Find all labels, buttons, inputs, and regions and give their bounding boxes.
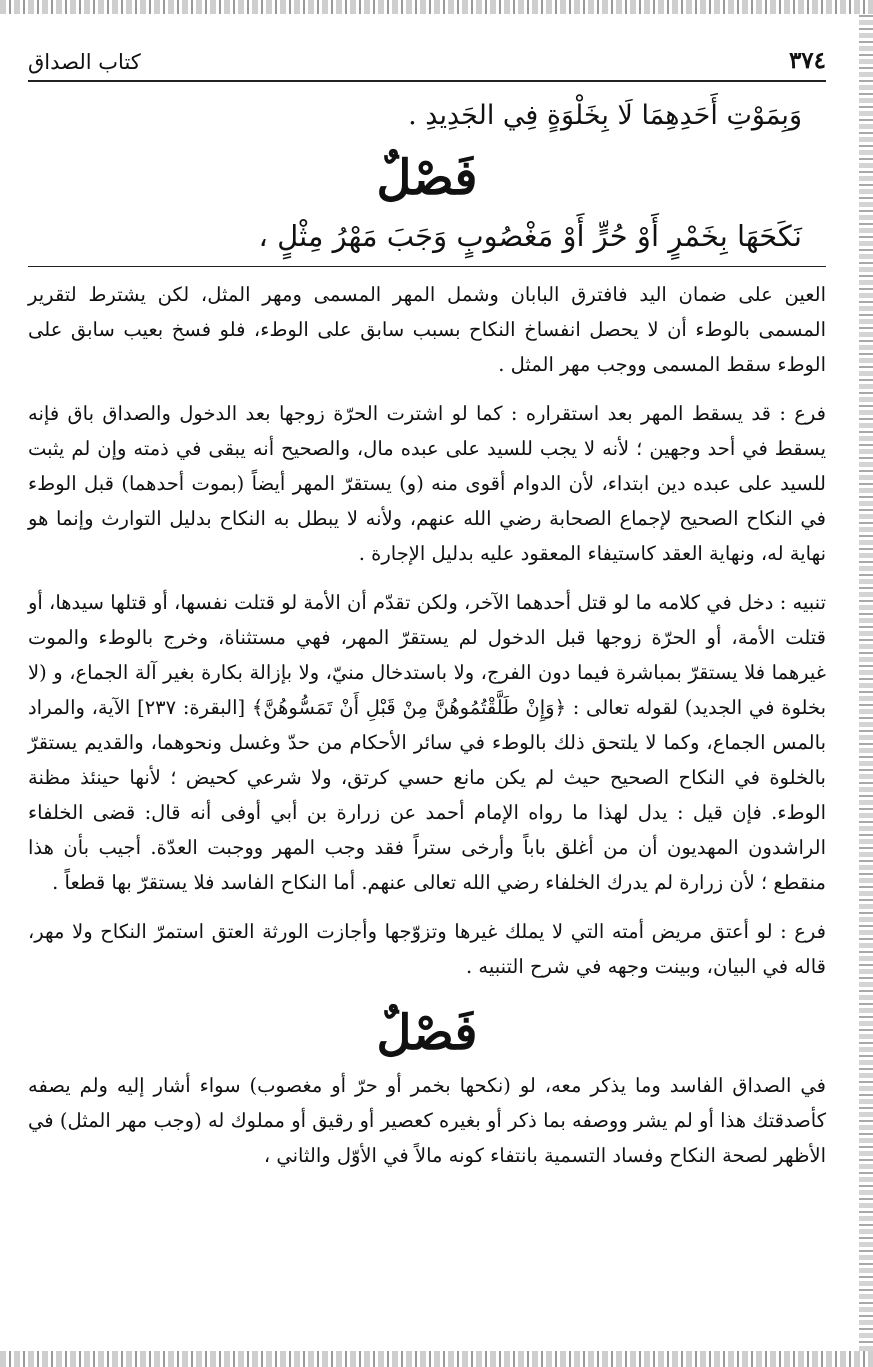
book-title: كتاب الصداق bbox=[28, 50, 141, 74]
paragraph-tanbih: تنبيه : دخل في كلامه ما لو قتل أحدهما الآخر، ولكن تقدّم أن الأمة لو قتلت نفسها، أو قتلها سيدها، أو قتلت الأمة، أو الحرّة زوجها قبل الدخول لم يستقرّ المهر، فهي مستثناة، وخرج بالوطء والموت غيرهما فلا يستقرّ بمباشرة فيما دون الفرج، ولا باستدخال منيّ، ولا بإزالة بكارة بغير آلة الجماع، و (لا بخلوة في الجديد) لقوله تعالى : ﴿وَإِنْ طَلَّقْتُمُوهُنَّ مِنْ قَبْلِ أَنْ تَمَسُّوهُنَّ﴾ [البقرة: ٢٣٧] الآية، والمراد بالمس الجماع، وكما لا يلتحق ذلك بالوطء في سائر الأحكام من حدّ وغسل ونحوهما، والقديم يستقرّ بالخلوة في النكاح الصحيح حيث لم يكن مانع حسي كرتق، ولا شرعي كحيض ؛ لأنها حينئذ مظنة الوطء. فإن قيل : يدل لهذا ما رواه الإمام أحمد عن زرارة بن أبي أوفى أنه قال: قضى الخلفاء الراشدون المهديون أن من أغلق باباً وأرخى ستراً فقد وجب المهر ووجبت العدّة. أجيب بأن هذا منقطع ؛ لأن زرارة لم يدرك الخلفاء رضي الله تعالى عنهم. أما النكاح الفاسد فلا يستقرّ بها قطعاً . bbox=[28, 591, 826, 894]
divider-rule bbox=[28, 266, 826, 267]
page-number: ٣٧٤ bbox=[788, 47, 826, 74]
paragraph-far-1: فرع : قد يسقط المهر بعد استقراره : كما لو اشترت الحرّة زوجها بعد الدخول والصداق باق فإنه يسقط في أحد وجهين ؛ لأنه لا يجب للسيد على عبده مال، والصحيح أنه يبقى في ذمته وإن لم يثبت للسيد على عبده دين ابتداء، لأن الدوام أقوى منه (و) يستقرّ المهر أيضاً (بموت أحدهما) قبل الوطء في النكاح الصحيح لإجماع الصحابة رضي الله عنهم، ولأنه لا يبطل به النكاح بدليل التوارث وإنما هو نهاية له، ونهاية العقد كاستيفاء المعقود عليه بدليل الإجارة . bbox=[28, 402, 826, 565]
running-header bbox=[28, 40, 826, 82]
paragraph-far-2: فرع : لو أعتق مريض أمته التي لا يملك غيرها وتزوّجها وأجازت الورثة العتق استمرّ النكاح ولا مهر، قاله في البيان، وبينت وجهه في شرح التنبيه . bbox=[28, 920, 826, 978]
matn-text: نَكَحَهَا بِخَمْرٍ أَوْ حُرٍّ أَوْ مَغْصُوبٍ وَجَبَ مَهْرُ مِثْلٍ ، bbox=[258, 219, 802, 253]
decorative-border-bottom bbox=[0, 1351, 873, 1367]
section-heading-2: فَصْلٌ bbox=[376, 1005, 478, 1061]
paragraph: العين على ضمان اليد فافترق البابان وشمل المهر المسمى ومهر المثل، لكن يشترط لتقرير المسمى بالوطء أن لا يحصل انفساخ النكاح بسبب سابق على الوطء، فلو فسخ بعيب سابق على الوطء سقط المسمى ووجب مهر المثل . bbox=[28, 283, 826, 376]
page-content bbox=[28, 40, 826, 1187]
decorative-border-top bbox=[0, 0, 873, 14]
matn-continuation: وَبِمَوْتِ أَحَدِهِمَا لَا بِخَلْوَةٍ فِي الجَدِيدِ . bbox=[408, 100, 802, 131]
section-heading-1: فَصْلٌ bbox=[376, 150, 478, 206]
decorative-border-right bbox=[859, 14, 873, 1351]
paragraph-section-2: في الصداق الفاسد وما يذكر معه، لو (نكحها بخمر أو حرّ أو مغصوب) سواء أشار إليه ولم يصفه كأصدقتك هذا أو لم يشر ووصفه بما ذكر أو بغيره كعصير أو رقيق أو مملوك له (وجب مهر المثل) في الأظهر لصحة النكاح وفساد التسمية بانتفاء كونه مالاً في الأوّل والثاني ، bbox=[28, 1074, 826, 1167]
